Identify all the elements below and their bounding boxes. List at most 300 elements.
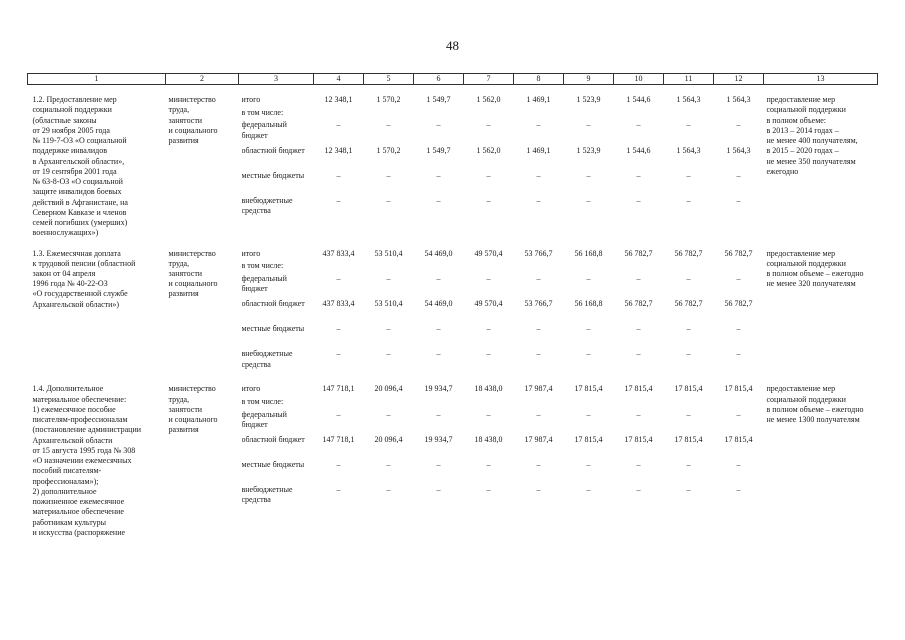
column-number: 6: [414, 74, 464, 85]
regional-value: 1 564,3: [676, 145, 701, 155]
year-value-cell: [564, 95, 614, 238]
total-value: 1 544,6: [626, 95, 651, 105]
total-value: 19 934,7: [424, 384, 453, 394]
measure-title: [28, 95, 166, 238]
total-value: 1 564,3: [676, 95, 701, 105]
local-value: –: [636, 460, 641, 470]
total-value: 17 815,4: [724, 384, 753, 394]
year-value-cell: [314, 249, 364, 375]
regional-value: 1 549,7: [426, 145, 451, 155]
total-value: 1 564,3: [726, 95, 751, 105]
blank: [414, 261, 464, 274]
total-value: 12 348,1: [324, 95, 353, 105]
column-number: 12: [714, 74, 764, 85]
year-value-cell: [714, 95, 764, 238]
year-value-cell: [414, 384, 464, 538]
regional-value: 49 570,4: [474, 298, 503, 308]
extra-value: –: [386, 195, 391, 205]
executor-line: и социального: [168, 279, 218, 289]
regional-value: 1 570,2: [376, 145, 401, 155]
federal-value: –: [486, 409, 491, 419]
extra-value: –: [336, 349, 341, 359]
total-value: 53 766,7: [524, 248, 553, 258]
outcome-line: не менее 350 получателям: [766, 156, 856, 166]
federal-value: –: [336, 120, 341, 130]
blank: [664, 108, 714, 121]
outcome-line: предоставление мер: [766, 248, 836, 258]
total-value: 17 987,4: [524, 384, 553, 394]
total-value: 17 815,4: [574, 384, 603, 394]
executor-line: труда,: [168, 394, 190, 404]
executor-line: министерство: [168, 248, 216, 258]
column-number: 13: [764, 74, 878, 85]
extra-value: –: [386, 349, 391, 359]
extra-value: –: [686, 485, 691, 495]
blank: [514, 261, 564, 274]
total-value: 56 782,7: [724, 248, 753, 258]
regional-value: 1 469,1: [526, 145, 551, 155]
total-value: 56 168,8: [574, 248, 603, 258]
local-value: –: [536, 460, 541, 470]
year-value-cell: [564, 384, 614, 538]
blank: [314, 261, 364, 274]
measure-title-line: профессионалам»);: [32, 476, 99, 486]
extra-value: –: [736, 195, 741, 205]
regional-value: 18 438,0: [474, 434, 503, 444]
federal-value: –: [736, 273, 741, 283]
federal-value: –: [686, 120, 691, 130]
measure-title-line: (областные законы: [32, 115, 97, 125]
funding-source-regional: областной бюджет: [241, 434, 305, 444]
page-number: 48: [446, 38, 459, 53]
federal-value: –: [586, 120, 591, 130]
column-number: 7: [464, 74, 514, 85]
measure-title: [28, 384, 166, 538]
measure-title-line: к трудовой пенсии (областной: [32, 258, 136, 268]
federal-value: –: [636, 409, 641, 419]
blank: [614, 397, 664, 410]
local-value: –: [386, 324, 391, 334]
regional-value: 437 833,4: [322, 298, 355, 308]
executor-line: занятости: [168, 268, 203, 278]
local-value: –: [436, 170, 441, 180]
extra-value: –: [436, 349, 441, 359]
funding-sources: [239, 95, 314, 238]
local-value: –: [586, 324, 591, 334]
federal-value: –: [336, 273, 341, 283]
program-table: [27, 73, 878, 538]
extra-value: –: [486, 485, 491, 495]
blank: [514, 397, 564, 410]
blank: [714, 397, 764, 410]
total-value: 56 782,7: [674, 248, 703, 258]
extra-value: –: [336, 195, 341, 205]
funding-source-incl: в том числе:: [241, 261, 284, 271]
extra-value: –: [736, 485, 741, 495]
year-value-cell: [314, 95, 364, 238]
total-value: 1 469,1: [526, 95, 551, 105]
program-row: [28, 384, 878, 538]
federal-value: –: [436, 409, 441, 419]
federal-value: –: [386, 409, 391, 419]
federal-value: –: [636, 120, 641, 130]
federal-value: –: [686, 273, 691, 283]
column-number: 1: [28, 74, 166, 85]
local-value: –: [686, 170, 691, 180]
total-value: 1 570,2: [376, 95, 401, 105]
measure-title-line: материальное обеспечение: [32, 507, 124, 517]
year-value-cell: [664, 249, 714, 375]
extra-value: –: [486, 195, 491, 205]
extra-value: –: [386, 485, 391, 495]
measure-title-line: 2) дополнительное: [32, 486, 97, 496]
total-value: 17 815,4: [624, 384, 653, 394]
blank: [614, 261, 664, 274]
year-value-cell: [514, 384, 564, 538]
executor-line: развития: [168, 136, 199, 146]
measure-title-line: 1.3. Ежемесячная доплата: [32, 248, 121, 258]
blank: [514, 108, 564, 121]
year-value-cell: [564, 249, 614, 375]
blank: [664, 397, 714, 410]
regional-value: 56 168,8: [574, 298, 603, 308]
federal-value: –: [486, 120, 491, 130]
year-value-cell: [614, 384, 664, 538]
blank: [464, 261, 514, 274]
measure-title-line: пособий писателям-: [32, 466, 102, 476]
federal-value: –: [436, 120, 441, 130]
regional-value: 1 562,0: [476, 145, 501, 155]
year-value-cell: [364, 384, 414, 538]
measure-title-line: материальное обеспечение:: [32, 394, 127, 404]
year-value-cell: [414, 95, 464, 238]
executor-line: занятости: [168, 404, 203, 414]
program-row: [28, 249, 878, 375]
outcome-line: ежегодно: [766, 166, 799, 176]
column-number-row: [28, 74, 878, 85]
funding-source-regional: областной бюджет: [241, 145, 305, 155]
blank: [664, 261, 714, 274]
regional-value: 17 987,4: [524, 434, 553, 444]
local-value: –: [386, 170, 391, 180]
federal-value: –: [636, 273, 641, 283]
blank: [714, 261, 764, 274]
funding-source-extra: внебюджетные средства: [241, 349, 293, 369]
funding-source-total: итого: [241, 95, 261, 105]
total-value: 17 815,4: [674, 384, 703, 394]
measure-title-line: от 15 августа 1995 года № 308: [32, 445, 136, 455]
blank: [364, 397, 414, 410]
funding-sources: [239, 384, 314, 538]
year-value-cell: [714, 249, 764, 375]
regional-value: 53 510,4: [374, 298, 403, 308]
outcome-line: не менее 320 получателям: [766, 279, 856, 289]
blank: [564, 261, 614, 274]
executor-line: развития: [168, 289, 199, 299]
local-value: –: [736, 460, 741, 470]
measure-title-line: Архангельской области: [32, 435, 113, 445]
blank: [314, 397, 364, 410]
outcome-line: в полном объеме – ежегодно: [766, 268, 864, 278]
regional-value: 17 815,4: [674, 434, 703, 444]
measure-title-line: 1.2. Предоставление мер: [32, 95, 117, 105]
regional-value: 20 096,4: [374, 434, 403, 444]
blank: [414, 108, 464, 121]
federal-value: –: [586, 273, 591, 283]
federal-value: –: [736, 409, 741, 419]
local-value: –: [536, 324, 541, 334]
measure-title-line: социальной поддержки: [32, 105, 112, 115]
measure-title-line: № 63-8-ОЗ «О социальной: [32, 177, 123, 187]
measure-title: [28, 249, 166, 375]
year-value-cell: [464, 249, 514, 375]
total-value: 147 718,1: [322, 384, 355, 394]
measure-title-line: работникам культуры: [32, 517, 106, 527]
extra-value: –: [586, 349, 591, 359]
measure-title-line: 1996 года № 40-22-ОЗ: [32, 279, 108, 289]
measure-title-line: 1.4. Дополнительное: [32, 384, 104, 394]
year-value-cell: [414, 249, 464, 375]
blank: [714, 108, 764, 121]
measure-title-line: «О государственной службе: [32, 289, 128, 299]
executor-line: министерство: [168, 384, 216, 394]
regional-value: 12 348,1: [324, 145, 353, 155]
total-value: 437 833,4: [322, 248, 355, 258]
blank: [364, 261, 414, 274]
federal-value: –: [536, 273, 541, 283]
federal-value: –: [686, 409, 691, 419]
outcome-line: предоставление мер: [766, 95, 836, 105]
extra-value: –: [636, 195, 641, 205]
total-value: 53 510,4: [374, 248, 403, 258]
regional-value: 56 782,7: [624, 298, 653, 308]
funding-source-local: местные бюджеты: [241, 170, 305, 180]
column-number: 2: [166, 74, 239, 85]
extra-value: –: [636, 485, 641, 495]
funding-source-federal: федеральный бюджет: [241, 120, 287, 140]
executor-line: труда,: [168, 105, 190, 115]
column-number: 11: [664, 74, 714, 85]
federal-value: –: [536, 409, 541, 419]
funding-source-extra: внебюджетные средства: [241, 195, 293, 216]
local-value: –: [636, 324, 641, 334]
regional-value: 17 815,4: [724, 434, 753, 444]
extra-value: –: [536, 349, 541, 359]
funding-source-incl: в том числе:: [241, 397, 284, 407]
regional-value: 17 815,4: [574, 434, 603, 444]
local-value: –: [736, 324, 741, 334]
regional-value: 147 718,1: [322, 434, 355, 444]
measure-title-line: защите инвалидов боевых: [32, 187, 122, 197]
blank: [364, 108, 414, 121]
extra-value: –: [586, 485, 591, 495]
regional-value: 17 815,4: [624, 434, 653, 444]
funding-source-regional: областной бюджет: [241, 298, 305, 308]
extra-value: –: [436, 195, 441, 205]
total-value: 56 782,7: [624, 248, 653, 258]
local-value: –: [386, 460, 391, 470]
regional-value: 56 782,7: [724, 298, 753, 308]
executor: [166, 384, 239, 538]
local-value: –: [536, 170, 541, 180]
extra-value: –: [336, 485, 341, 495]
total-value: 1 562,0: [476, 95, 501, 105]
measure-title-line: семей погибших (умерших): [32, 218, 128, 228]
funding-sources: [239, 249, 314, 375]
outcome-line: в полном объеме:: [766, 115, 827, 125]
local-value: –: [436, 324, 441, 334]
funding-source-federal: федеральный бюджет: [241, 273, 287, 293]
extra-value: –: [536, 485, 541, 495]
local-value: –: [686, 460, 691, 470]
year-value-cell: [364, 95, 414, 238]
total-value: 49 570,4: [474, 248, 503, 258]
federal-value: –: [436, 273, 441, 283]
extra-value: –: [436, 485, 441, 495]
extra-value: –: [686, 349, 691, 359]
column-number: 4: [314, 74, 364, 85]
measure-title-line: 1) ежемесячное пособие: [32, 404, 116, 414]
executor-line: труда,: [168, 258, 190, 268]
executor-line: развития: [168, 425, 199, 435]
measure-title-line: пожизненное ежемесячное: [32, 497, 125, 507]
blank: [564, 397, 614, 410]
column-number: 9: [564, 74, 614, 85]
year-value-cell: [664, 384, 714, 538]
measure-title-line: Северном Кавказе и членов: [32, 207, 127, 217]
extra-value: –: [636, 349, 641, 359]
total-value: 20 096,4: [374, 384, 403, 394]
blank: [564, 108, 614, 121]
year-value-cell: [314, 384, 364, 538]
year-value-cell: [514, 249, 564, 375]
total-value: 18 438,0: [474, 384, 503, 394]
total-value: 1 523,9: [576, 95, 601, 105]
executor-line: и социального: [168, 125, 218, 135]
measure-title-line: от 19 сентября 2001 года: [32, 166, 117, 176]
year-value-cell: [664, 95, 714, 238]
measure-title-line: «О назначении ежемесячных: [32, 456, 132, 466]
extra-value: –: [686, 195, 691, 205]
measure-title-line: № 119-7-ОЗ «О социальной: [32, 136, 127, 146]
funding-source-extra: внебюджетные средства: [241, 485, 293, 505]
regional-value: 54 469,0: [424, 298, 453, 308]
federal-value: –: [336, 409, 341, 419]
federal-value: –: [386, 273, 391, 283]
local-value: –: [336, 324, 341, 334]
outcome-line: не менее 400 получателям,: [766, 136, 858, 146]
funding-source-local: местные бюджеты: [241, 460, 305, 470]
local-value: –: [586, 460, 591, 470]
measure-title-line: (постановление администрации: [32, 425, 142, 435]
outcome-line: социальной поддержки: [766, 394, 846, 404]
outcome-line: не менее 1300 получателям: [766, 415, 860, 425]
federal-value: –: [736, 120, 741, 130]
outcome-line: в 2013 – 2014 годах –: [766, 125, 839, 135]
year-value-cell: [614, 95, 664, 238]
local-value: –: [336, 460, 341, 470]
local-value: –: [686, 324, 691, 334]
outcome-line: в 2015 – 2020 годах –: [766, 146, 839, 156]
measure-title-line: в Архангельской области»,: [32, 156, 125, 166]
measure-title-line: закон от 04 апреля: [32, 268, 96, 278]
extra-value: –: [486, 349, 491, 359]
column-number: 5: [364, 74, 414, 85]
regional-value: 53 766,7: [524, 298, 553, 308]
total-value: 54 469,0: [424, 248, 453, 258]
outcome-line: социальной поддержки: [766, 105, 846, 115]
local-value: –: [436, 460, 441, 470]
local-value: –: [336, 170, 341, 180]
executor-line: занятости: [168, 115, 203, 125]
measure-title-line: и искусства (распоряжение: [32, 527, 126, 537]
funding-source-total: итого: [241, 384, 261, 394]
executor-line: и социального: [168, 415, 218, 425]
executor: [166, 95, 239, 238]
local-value: –: [486, 324, 491, 334]
extra-value: –: [736, 349, 741, 359]
funding-source-federal: федеральный бюджет: [241, 409, 287, 429]
expected-outcome: [764, 249, 878, 375]
year-value-cell: [464, 384, 514, 538]
program-row: [28, 95, 878, 238]
year-value-cell: [614, 249, 664, 375]
expected-outcome: [764, 95, 878, 238]
outcome-line: социальной поддержки: [766, 258, 846, 268]
measure-title-line: писателям-профессионалам: [32, 415, 128, 425]
blank: [614, 108, 664, 121]
local-value: –: [636, 170, 641, 180]
funding-source-total: итого: [241, 248, 261, 258]
year-value-cell: [464, 95, 514, 238]
total-value: 1 549,7: [426, 95, 451, 105]
regional-value: 1 544,6: [626, 145, 651, 155]
blank: [464, 397, 514, 410]
blank: [314, 108, 364, 121]
blank: [464, 108, 514, 121]
blank: [414, 397, 464, 410]
measure-title-line: военнослужащих»): [32, 228, 99, 238]
federal-value: –: [486, 273, 491, 283]
federal-value: –: [386, 120, 391, 130]
extra-value: –: [536, 195, 541, 205]
measure-title-line: Архангельской области»): [32, 299, 120, 309]
local-value: –: [486, 170, 491, 180]
extra-value: –: [586, 195, 591, 205]
regional-value: 1 564,3: [726, 145, 751, 155]
regional-value: 19 934,7: [424, 434, 453, 444]
column-number: 8: [514, 74, 564, 85]
executor-line: министерство: [168, 95, 216, 105]
expected-outcome: [764, 384, 878, 538]
funding-source-local: местные бюджеты: [241, 324, 305, 334]
regional-value: 1 523,9: [576, 145, 601, 155]
executor: [166, 249, 239, 375]
year-value-cell: [514, 95, 564, 238]
local-value: –: [736, 170, 741, 180]
column-number: 3: [239, 74, 314, 85]
outcome-line: в полном объеме – ежегодно: [766, 404, 864, 414]
federal-value: –: [586, 409, 591, 419]
year-value-cell: [714, 384, 764, 538]
regional-value: 56 782,7: [674, 298, 703, 308]
column-number: 10: [614, 74, 664, 85]
federal-value: –: [536, 120, 541, 130]
measure-title-line: поддержке инвалидов: [32, 146, 107, 156]
measure-title-line: действий в Афганистане, на: [32, 197, 128, 207]
outcome-line: предоставление мер: [766, 384, 836, 394]
year-value-cell: [364, 249, 414, 375]
